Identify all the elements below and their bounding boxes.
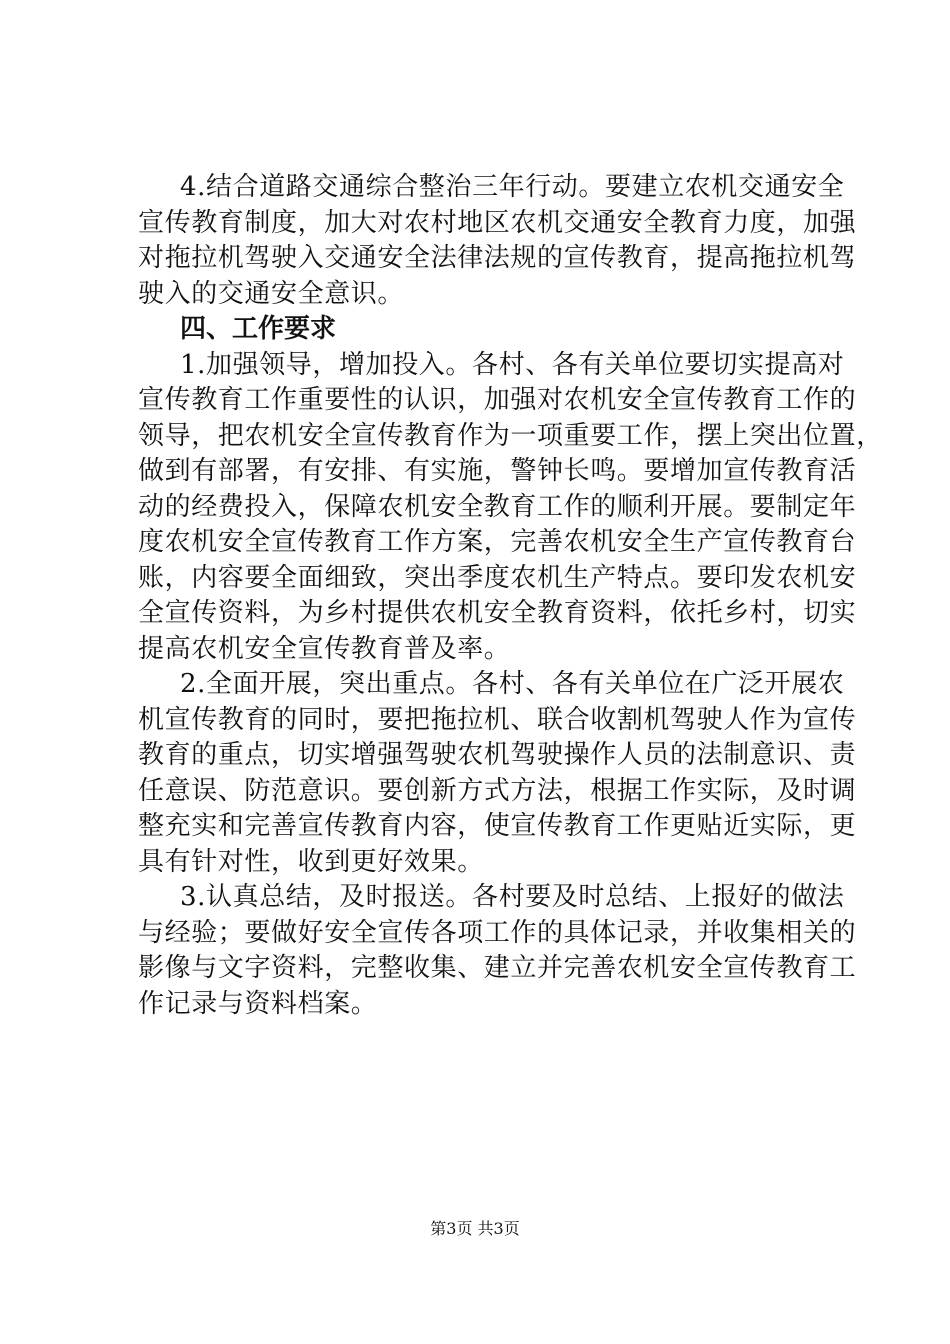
paragraph-line: 领导，把农机安全宣传教育作为一项重要工作，摆上突出位置， bbox=[138, 420, 883, 451]
paragraph-4 bbox=[138, 170, 857, 312]
paragraph-line: 3.认真总结，及时报送。各村要及时总结、上报好的做法 bbox=[180, 882, 845, 912]
paragraph-line: 作记录与资料档案。 bbox=[138, 988, 378, 1019]
paragraph-2 bbox=[138, 667, 857, 880]
paragraph-line: 4.结合道路交通综合整治三年行动。要建立农机交通安全 bbox=[180, 172, 845, 202]
paragraph-line: 驶入的交通安全意识。 bbox=[138, 278, 405, 309]
paragraph-line: 账，内容要全面细致，突出季度农机生产特点。要印发农机安 bbox=[138, 562, 857, 593]
page-footer bbox=[0, 1216, 950, 1239]
paragraph-line: 整充实和完善宣传教育内容，使宣传教育工作更贴近实际，更 bbox=[138, 811, 857, 841]
paragraph-line: 做到有部署，有安排、有实施，警钟长鸣。要增加宣传教育活 bbox=[138, 456, 857, 486]
paragraph-3 bbox=[138, 880, 857, 1022]
paragraph-line: 与经验；要做好安全宣传各项工作的具体记录，并收集相关的 bbox=[138, 917, 857, 948]
paragraph-line: 动的经费投入，保障农机安全教育工作的顺利开展。要制定年 bbox=[138, 491, 857, 522]
paragraph-line: 宣传教育工作重要性的认识，加强对农机安全宣传教育工作的 bbox=[138, 385, 857, 415]
paragraph-line: 影像与文字资料，完整收集、建立并完善农机安全宣传教育工 bbox=[138, 953, 857, 983]
paragraph-line: 具有针对性，收到更好效果。 bbox=[138, 846, 484, 877]
paragraph-line: 2.全面开展，突出重点。各村、各有关单位在广泛开展农 bbox=[180, 669, 845, 699]
paragraph-1 bbox=[138, 348, 883, 668]
paragraph-line: 1.加强领导，增加投入。各村、各有关单位要切实提高对 bbox=[180, 349, 845, 380]
page-number-indicator: 第3页 共3页 bbox=[430, 1219, 520, 1238]
document-body bbox=[138, 170, 883, 1022]
paragraph-line: 度农机安全宣传教育工作方案，完善农机安全生产宣传教育台 bbox=[138, 527, 857, 557]
paragraph-line: 全宣传资料，为乡村提供农机安全教育资料，依托乡村，切实 bbox=[138, 598, 857, 628]
paragraph-line: 对拖拉机驾驶入交通安全法律法规的宣传教育，提高拖拉机驾 bbox=[138, 243, 857, 273]
section-heading: 四、工作要求 bbox=[180, 314, 337, 344]
paragraph-line: 提高农机安全宣传教育普及率。 bbox=[138, 633, 511, 664]
paragraph-line: 机宣传教育的同时，要把拖拉机、联合收割机驾驶人作为宣传 bbox=[138, 704, 857, 735]
paragraph-line: 任意误、防范意识。要创新方式方法，根据工作实际，及时调 bbox=[138, 775, 857, 806]
paragraph-line: 宣传教育制度，加大对农村地区农机交通安全教育力度，加强 bbox=[138, 207, 857, 238]
paragraph-line: 教育的重点，切实增强驾驶农机驾驶操作人员的法制意识、责 bbox=[138, 740, 857, 770]
